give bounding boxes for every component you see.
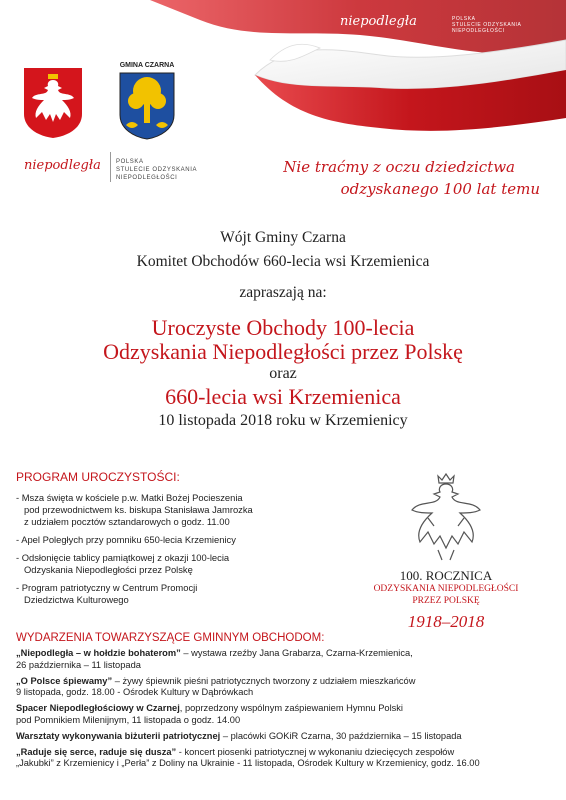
brand-top-sub-1: POLSKA — [452, 16, 476, 22]
brand-top-sub-3: NIEPODLEGŁOŚCI — [452, 28, 505, 34]
event-desc: – żywy śpiewnik pieśni patriotycznych tworzony z udziałem mieszkańców — [112, 675, 416, 686]
title-and: oraz — [269, 365, 297, 382]
event-title: „Niepodległa – w hołdzie bohaterom” — [16, 648, 181, 658]
brand-top-sub-2: STULECIE ODZYSKANIA — [452, 22, 522, 28]
brand-left-sub-1: POLSKA — [116, 159, 144, 165]
event-detail: 26 października – 11 listopada — [16, 659, 141, 670]
event-detail: 9 listopada, godz. 18.00 - Ośrodek Kultury w Dąbrówkach — [16, 687, 254, 698]
event-desc: , poprzedzony wspólnym zaśpiewaniem Hymnu Polski — [179, 703, 404, 714]
slogan — [260, 156, 540, 200]
event-title: „O Polsce śpiewamy” — [16, 675, 113, 686]
title-date: 10 listopada 2018 roku w Krzemienicy — [158, 412, 408, 429]
event-item — [16, 676, 556, 700]
emblem-line-1: 100. ROCZNICA — [399, 568, 493, 583]
slogan-line-1: Nie traćmy z oczu dziedzictwa — [283, 158, 515, 176]
program-item — [16, 534, 346, 546]
brand-left-sub-2: STULECIE ODZYSKANIA — [116, 167, 198, 173]
program-item-line: - Apel Poległych przy pomniku 650-lecia Krzemienicy — [16, 534, 236, 545]
program-heading: PROGRAM UROCZYSTOŚCI: — [16, 470, 180, 484]
event-desc: – placówki GOKiR Czarna, 30 października – 15 listopada — [220, 730, 462, 741]
program-item — [16, 492, 346, 528]
gmina-label: GMINA CZARNA — [119, 62, 175, 69]
main-title — [0, 316, 566, 432]
brand-left-subtitle — [116, 158, 226, 182]
title-line-3: 660-lecia wsi Krzemienica — [165, 384, 401, 409]
event-desc: - koncert piosenki patriotycznej w wykonaniu dziecięcych zespołów — [176, 746, 455, 757]
program-item-line: Odzyskania Niepodległości przez Polskę — [24, 564, 193, 575]
program-item-line: Dziedzictwa Kulturowego — [24, 594, 129, 605]
emblem-line-2: ODZYSKANIA NIEPODLEGŁOŚCI — [373, 584, 519, 594]
title-line-2: Odzyskania Niepodległości przez Polskę — [103, 339, 463, 364]
brand-logo-top: niepodległa — [340, 14, 417, 29]
program-item-line: z udziałem pocztów sztandarowych o godz. 11.00 — [24, 516, 230, 527]
events-heading: WYDARZENIA TOWARZYSZĄCE GMINNYM OBCHODOM: — [16, 632, 325, 644]
brand-divider — [110, 152, 111, 182]
event-detail: pod Pomnikiem Milenijnym, 11 listopada o godz. 14.00 — [16, 714, 241, 725]
intro-line-3: zapraszają na: — [239, 284, 327, 301]
slogan-line-2: odzyskanego 100 lat temu — [340, 180, 540, 198]
polish-coat-of-arms-icon — [22, 66, 84, 140]
program-item-line: pod przewodnictwem ks. biskupa Stanisława Jamrozka — [24, 504, 253, 515]
event-item — [16, 703, 556, 727]
program-item — [16, 582, 346, 606]
program-section — [16, 470, 346, 606]
program-item — [16, 552, 346, 576]
event-desc: – wystawa rzeźby Jana Grabarza, Czarna-Krzemienica, — [180, 648, 413, 658]
brand-top-subtitle — [452, 16, 522, 34]
event-item — [16, 731, 556, 743]
event-item — [16, 648, 556, 672]
title-line-1: Uroczyste Obchody 100-lecia — [151, 315, 415, 340]
event-detail: „Jakubki” z Krzemienicy i „Perła” z Doliny na Ukrainie - 11 listopada, Ośrodek Kultury w Krzemienicy, godz. 16.00 — [16, 758, 480, 769]
event-item — [16, 747, 556, 771]
program-item-line: - Msza święta w kościele p.w. Matki Bożej Pocieszenia — [16, 492, 243, 503]
event-title: „Raduje się serce, raduje się dusza” — [16, 746, 177, 757]
emblem-text — [358, 568, 534, 634]
events-section — [16, 632, 556, 770]
gmina-czarna-coat-of-arms-icon — [118, 71, 176, 141]
intro-line-2: Komitet Obchodów 660-lecia wsi Krzemienica — [136, 253, 430, 270]
event-title: Warsztaty wykonywania biżuterii patriotycznej — [16, 730, 221, 741]
brand-left-sub-3: NIEPODLEGŁOŚCI — [116, 175, 178, 181]
intro-line-1: Wójt Gminy Czarna — [220, 229, 346, 246]
program-item-line: - Odsłonięcie tablicy pamiątkowej z okazji 100-lecia — [16, 552, 230, 563]
event-title: Spacer Niepodległościowy w Czarnej — [16, 703, 180, 714]
emblem-line-3: PRZEZ POLSKĘ — [412, 596, 480, 606]
program-item-line: - Program patriotyczny w Centrum Promocji — [16, 582, 198, 593]
emblem-years: 1918–2018 — [407, 612, 485, 631]
white-eagle-emblem-icon — [398, 470, 494, 566]
intro — [0, 226, 566, 305]
brand-logo-left: niepodległa — [24, 158, 101, 173]
